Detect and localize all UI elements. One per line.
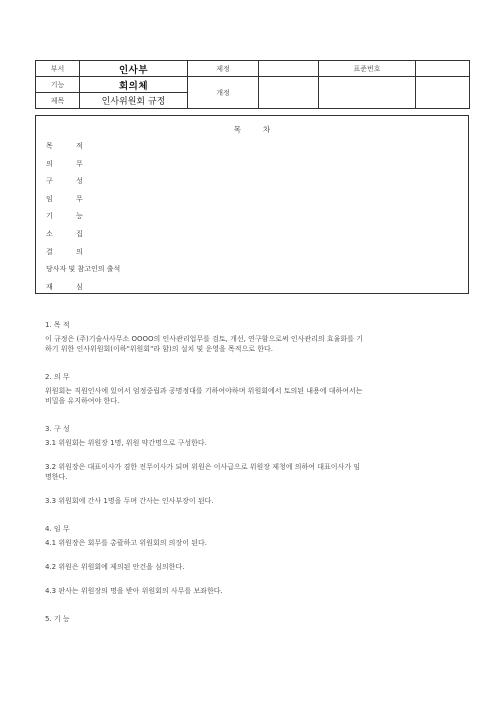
std-no-label: 표준번호 xyxy=(319,61,416,77)
enact-value xyxy=(259,61,319,77)
section-2-text-cont: 비밀을 유지하여야 한다. xyxy=(45,397,120,405)
enact-label: 제정 xyxy=(188,61,259,77)
section-3-2: 3.2 위원장은 대표이사가 겸한 전무이사가 되며 위원은 이사급으로 위원장 제청에 의하여 대표이사가 임 xyxy=(45,463,361,471)
header-table xyxy=(35,60,470,109)
function-label: 기능 xyxy=(36,77,80,93)
section-4-2: 4.2 위원은 위원회에 제의된 안건을 심의한다. xyxy=(45,563,185,571)
section-3-2-cont: 명한다. xyxy=(45,473,68,481)
section-5-title: 5. 기 능 xyxy=(45,615,70,623)
section-3-1: 3.1 위원회는 위원장 1명, 위원 약간명으로 구성한다. xyxy=(45,439,207,447)
toc-item: 소 집 xyxy=(46,229,83,238)
title-label: 제목 xyxy=(36,93,80,109)
toc-item: 의 무 xyxy=(46,159,83,168)
section-1-title: 1. 목 적 xyxy=(45,321,70,329)
toc-item: 임 무 xyxy=(46,194,83,203)
toc-item: 목 적 xyxy=(46,142,83,150)
std-no-extra-2 xyxy=(416,77,470,109)
table-of-contents xyxy=(35,115,469,294)
toc-item: 결 의 xyxy=(46,247,83,256)
section-4-title: 4. 임 무 xyxy=(45,525,70,533)
toc-item: 구 성 xyxy=(46,177,83,186)
dept-label: 부서 xyxy=(36,61,80,77)
std-no-value xyxy=(319,77,416,109)
section-1-text-cont: 하기 위한 인사위원회(이하"위원회"라 함)의 설치 및 운영을 목적으로 한다. xyxy=(45,345,274,353)
section-1-text: 이 규정은 (주)기술사사무소 OOOO의 인사관리업무를 검토, 개선, 연구함으로써 인사관리의 효율화를 기 xyxy=(45,335,363,343)
dept-value: 인사부 xyxy=(80,61,188,77)
section-3-title: 3. 구 성 xyxy=(45,425,70,433)
toc-item: 재 심 xyxy=(46,282,83,291)
toc-title: 목차 xyxy=(233,125,293,134)
section-3-3: 3.3 위원회에 간사 1명을 두며 간사는 인사부장이 된다. xyxy=(45,497,214,505)
function-value: 회의체 xyxy=(80,77,188,93)
toc-item: 당사자 및 참고인의 출석 xyxy=(46,265,121,274)
title-value: 인사위원회 규정 xyxy=(80,93,188,109)
revise-label: 개정 xyxy=(188,77,259,109)
section-2-text: 위원회는 직원인사에 있어서 엄정중립과 공명정대를 기하여야하며 위원회에서 토의된 내용에 대하여서는 xyxy=(45,387,363,395)
section-4-3: 4.3 판사는 위원장의 명을 받아 위원회의 사무를 보좌한다. xyxy=(45,587,223,595)
section-2-title: 2. 의 무 xyxy=(45,373,70,381)
std-no-extra xyxy=(416,61,470,77)
toc-list xyxy=(46,141,120,299)
document-body xyxy=(45,320,465,628)
toc-item: 기 능 xyxy=(46,212,83,221)
revise-value xyxy=(259,77,319,109)
section-4-1: 4.1 위원장은 회무를 총괄하고 위원회의 의장이 된다. xyxy=(45,539,207,547)
